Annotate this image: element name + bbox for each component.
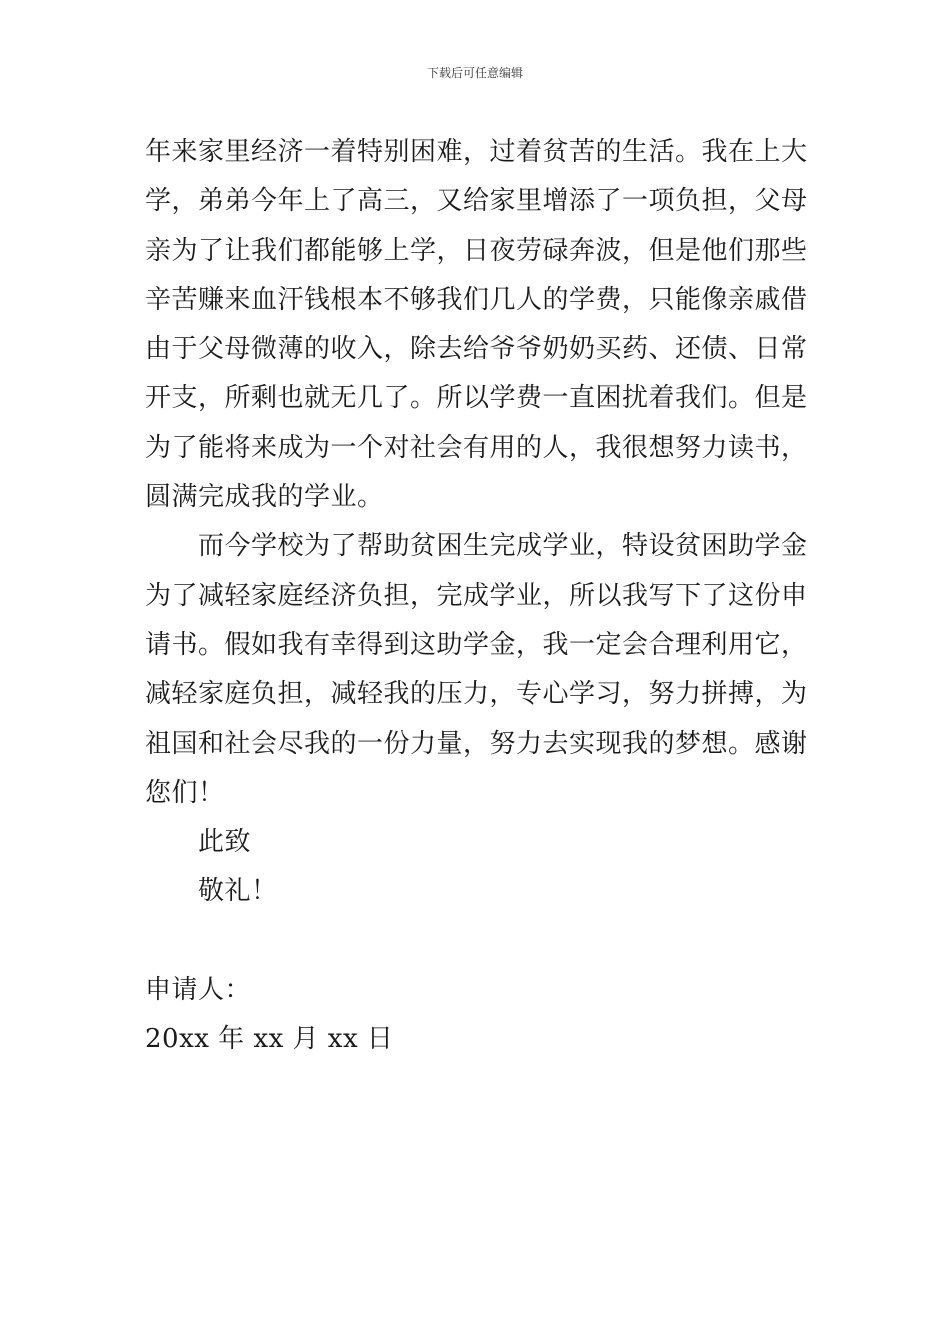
text-line: 由于父母微薄的收入，除去给爷爷奶奶买药、还债、日常	[145, 334, 808, 365]
text-line: 请书。假如我有幸得到这助学金，我一定会合理利用它，	[145, 629, 808, 660]
closing-line-1: 此致	[198, 827, 252, 858]
text-line: 而今学校为了帮助贫困生完成学业，特设贫困助学金	[198, 531, 808, 562]
text-line: 开支，所剩也就无几了。所以学费一直困扰着我们。但是	[145, 383, 808, 414]
spacer	[145, 917, 810, 966]
text-line: 为了减轻家庭经济负担，完成学业，所以我写下了这份申	[145, 580, 808, 611]
text-line: 为了能将来成为一个对社会有用的人，我很想努力读书，	[145, 432, 808, 463]
paragraph-1	[145, 128, 810, 522]
text-line: 亲为了让我们都能够上学，日夜劳碌奔波，但是他们那些	[145, 235, 808, 266]
text-line: 您们！	[145, 777, 225, 808]
page-header: 下载后可任意编辑	[426, 66, 523, 80]
date-line: 20xx 年 xx 月 xx 日	[145, 1024, 394, 1055]
text-line: 辛苦赚来血汗钱根本不够我们几人的学费，只能像亲戚借	[145, 284, 808, 315]
text-line: 年来家里经济一着特别困难，过着贫苦的生活。我在上大	[145, 137, 808, 167]
text-line: 减轻家庭负担，减轻我的压力，专心学习，努力拼搏，为	[145, 679, 808, 710]
text-line: 学，弟弟今年上了高三，又给家里增添了一项负担，父母	[145, 186, 808, 217]
closing-line-2: 敬礼！	[198, 876, 278, 907]
text-line: 祖国和社会尽我的一份力量，努力去实现我的梦想。感谢	[145, 728, 808, 759]
applicant-label: 申请人：	[145, 975, 252, 1006]
paragraph-2	[145, 522, 810, 818]
text-line: 圆满完成我的学业。	[145, 482, 384, 513]
letter-body	[145, 128, 810, 1065]
